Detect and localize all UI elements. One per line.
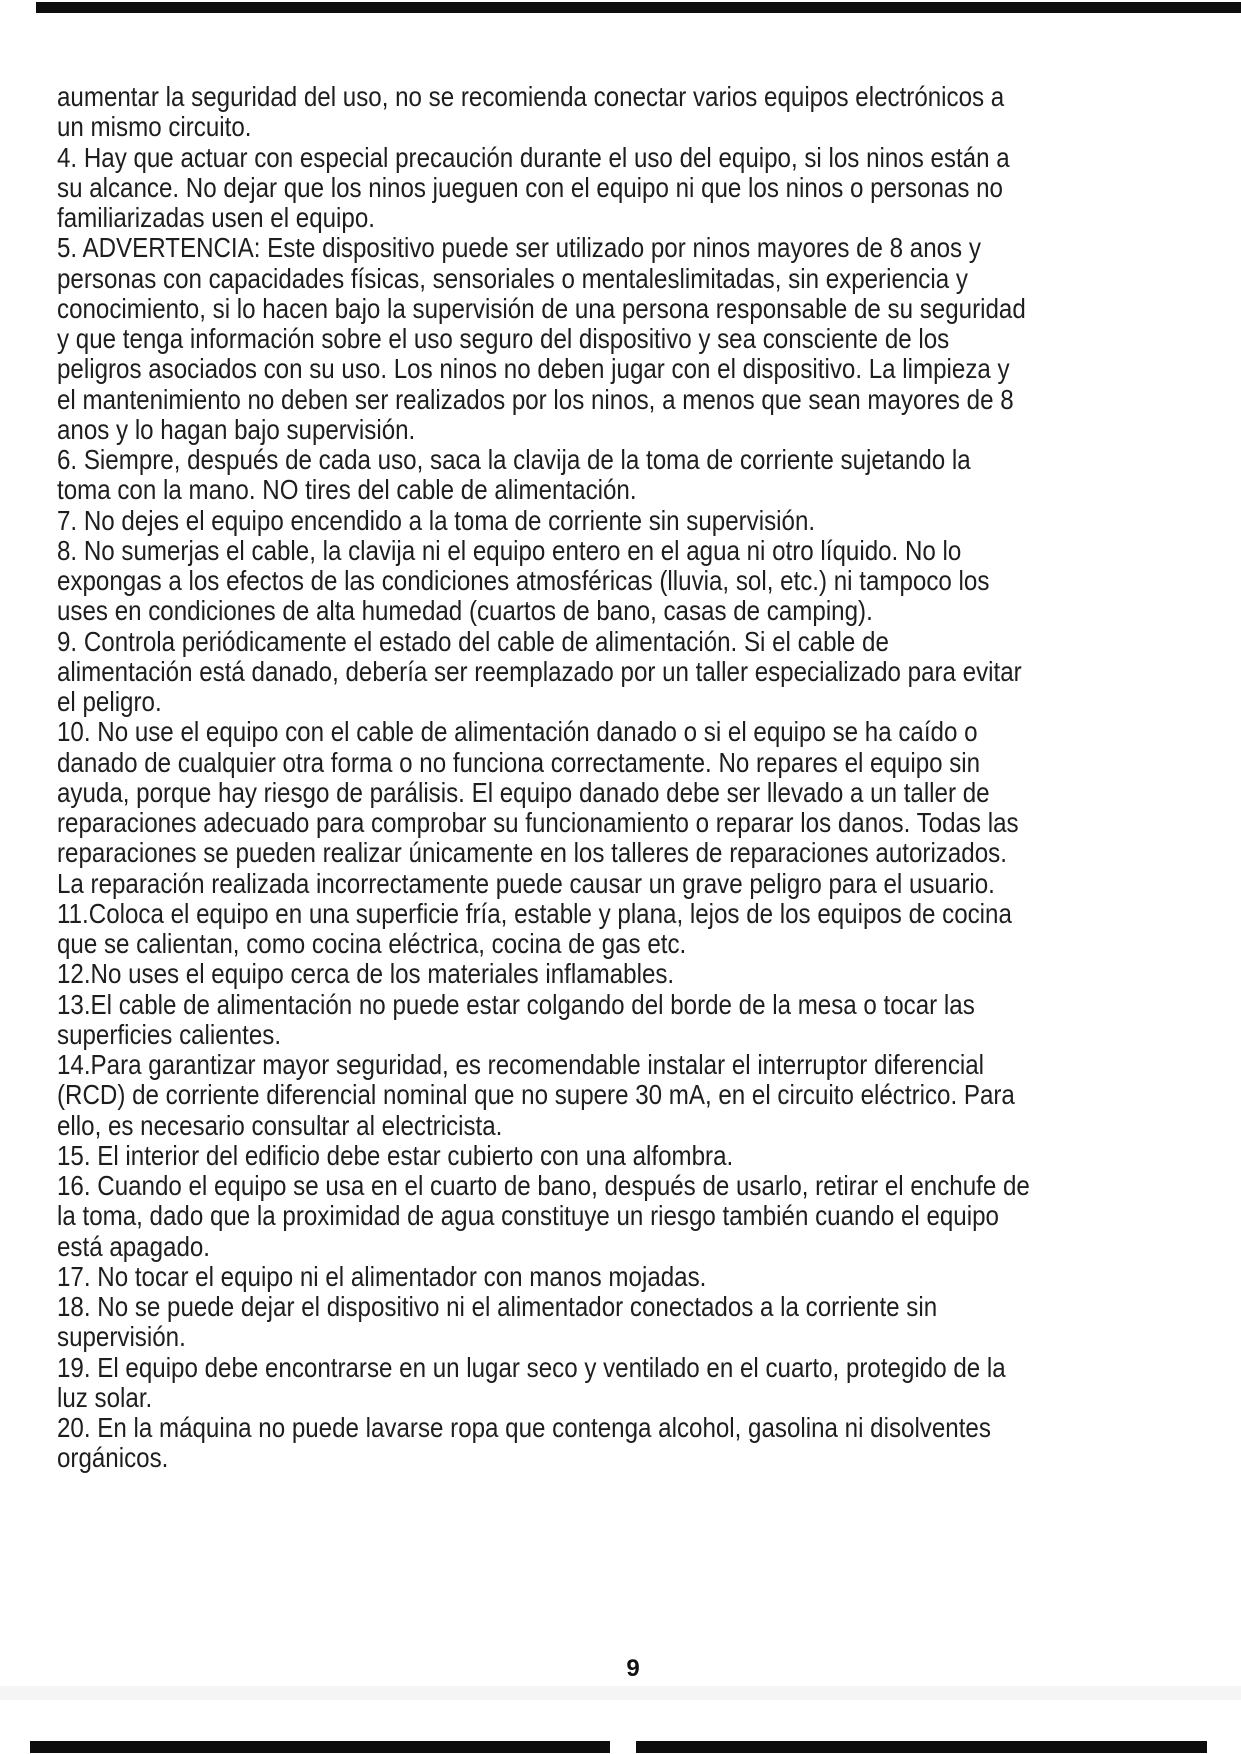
text-line: peligros asociados con su uso. Los ninos no deben jugar con el dispositivo. La limpieza y	[57, 353, 1010, 385]
text-line: 14.Para garantizar mayor seguridad, es recomendable instalar el interruptor diferencial	[57, 1049, 985, 1080]
scan-smudge	[0, 1686, 1241, 1700]
text-line: que se calientan, como cocina eléctrica, cocina de gas etc.	[57, 928, 687, 959]
text-line: 16. Cuando el equipo se usa en el cuarto de bano, después de usarlo, retirar el enchufe de	[57, 1170, 1030, 1201]
text-line: está apagado.	[57, 1230, 211, 1262]
text-line: 10. No use el equipo con el cable de alimentación danado o si el equipo se ha caído o	[57, 716, 978, 748]
text-line: uses en condiciones de alta humedad (cuartos de bano, casas de camping).	[57, 595, 873, 627]
text-line: la toma, dado que la proximidad de agua constituye un riesgo también cuando el equipo	[57, 1200, 999, 1232]
text-line: 6. Siempre, después de cada uso, saca la clavija de la toma de corriente sujetando la	[57, 444, 971, 475]
text-line: 13.El cable de alimentación no puede estar colgando del borde de la mesa o tocar las	[57, 988, 975, 1020]
scan-border-bottom-gap	[610, 1741, 636, 1753]
text-line: su alcance. No dejar que los ninos jueguen con el equipo ni que los ninos o personas no	[57, 171, 1003, 203]
text-line: (RCD) de corriente diferencial nominal que no supere 30 mA, en el circuito eléctrico. Para	[57, 1079, 1015, 1111]
text-line: 20. En la máquina no puede lavarse ropa que contenga alcohol, gasolina ni disolventes	[57, 1412, 991, 1443]
scan-border-top	[36, 2, 1241, 13]
text-line: superficies calientes.	[57, 1018, 282, 1050]
text-line: 19. El equipo debe encontrarse en un lugar seco y ventilado en el cuarto, protegido de la	[57, 1351, 1006, 1383]
text-line: un mismo circuito.	[57, 111, 252, 143]
text-line: 18. No se puede dejar el dispositivo ni el alimentador conectados a la corriente sin	[57, 1291, 938, 1322]
text-line: toma con la mano. NO tires del cable de alimentación.	[57, 474, 637, 506]
text-line: 17. No tocar el equipo ni el alimentador con manos mojadas.	[57, 1260, 707, 1292]
text-line: luz solar.	[57, 1381, 153, 1413]
text-line: el mantenimiento no deben ser realizados por los ninos, a menos que sean mayores de 8	[57, 383, 1014, 415]
text-line: conocimiento, si lo hacen bajo la supervisión de una persona responsable de su seguridad	[57, 292, 1026, 324]
text-line: aumentar la seguridad del uso, no se recomienda conectar varios equipos electrónicos a	[57, 81, 1005, 112]
text-line: familiarizadas usen el equipo.	[57, 202, 375, 233]
text-line: 4. Hay que actuar con especial precaución durante el uso del equipo, si los ninos están a	[57, 141, 1010, 173]
text-line: anos y lo hagan bajo supervisión.	[57, 413, 416, 445]
text-line: y que tenga información sobre el uso seguro del dispositivo y sea consciente de los	[57, 323, 950, 354]
text-line: supervisión.	[57, 1321, 186, 1353]
text-line: danado de cualquier otra forma o no funciona correctamente. No repares el equipo sin	[57, 746, 981, 778]
text-line: 8. No sumerjas el cable, la clavija ni el equipo entero en el agua ni otro líquido. No lo	[57, 534, 962, 566]
text-line: 5. ADVERTENCIA: Este dispositivo puede ser utilizado por ninos mayores de 8 anos y	[57, 232, 981, 264]
text-line: el peligro.	[57, 686, 162, 717]
text-line: 15. El interior del edificio debe estar cubierto con una alfombra.	[57, 1139, 734, 1171]
text-line: ayuda, porque hay riesgo de parálisis. El equipo danado debe ser llevado a un taller de	[57, 776, 990, 808]
text-line: 7. No dejes el equipo encendido a la toma de corriente sin supervisión.	[57, 504, 816, 536]
text-line: expongas a los efectos de las condiciones atmosféricas (lluvia, sol, etc.) ni tampoco los	[57, 565, 990, 596]
text-line: 12.No uses el equipo cerca de los materiales inflamables.	[57, 958, 675, 990]
text-line: La reparación realizada incorrectamente puede causar un grave peligro para el usuario.	[57, 867, 995, 899]
text-line: 11.Coloca el equipo en una superficie fría, estable y plana, lejos de los equipos de cocina	[57, 897, 1012, 929]
page-number: 9	[626, 1655, 640, 1682]
text-line: reparaciones se pueden realizar únicamente en los talleres de reparaciones autorizados.	[57, 837, 1007, 869]
safety-instructions-text	[57, 82, 1159, 1474]
text-line: personas con capacidades físicas, sensoriales o mentaleslimitadas, sin experiencia y	[57, 262, 968, 294]
text-line: alimentación está danado, debería ser reemplazado por un taller especializado para evitar	[57, 655, 1022, 687]
text-line: reparaciones adecuado para comprobar su funcionamiento o reparar los danos. Todas las	[57, 807, 1019, 838]
text-line: ello, es necesario consultar al electricista.	[57, 1109, 503, 1141]
text-line: 9. Controla periódicamente el estado del cable de alimentación. Si el cable de	[57, 625, 889, 657]
text-line: orgánicos.	[57, 1442, 169, 1474]
